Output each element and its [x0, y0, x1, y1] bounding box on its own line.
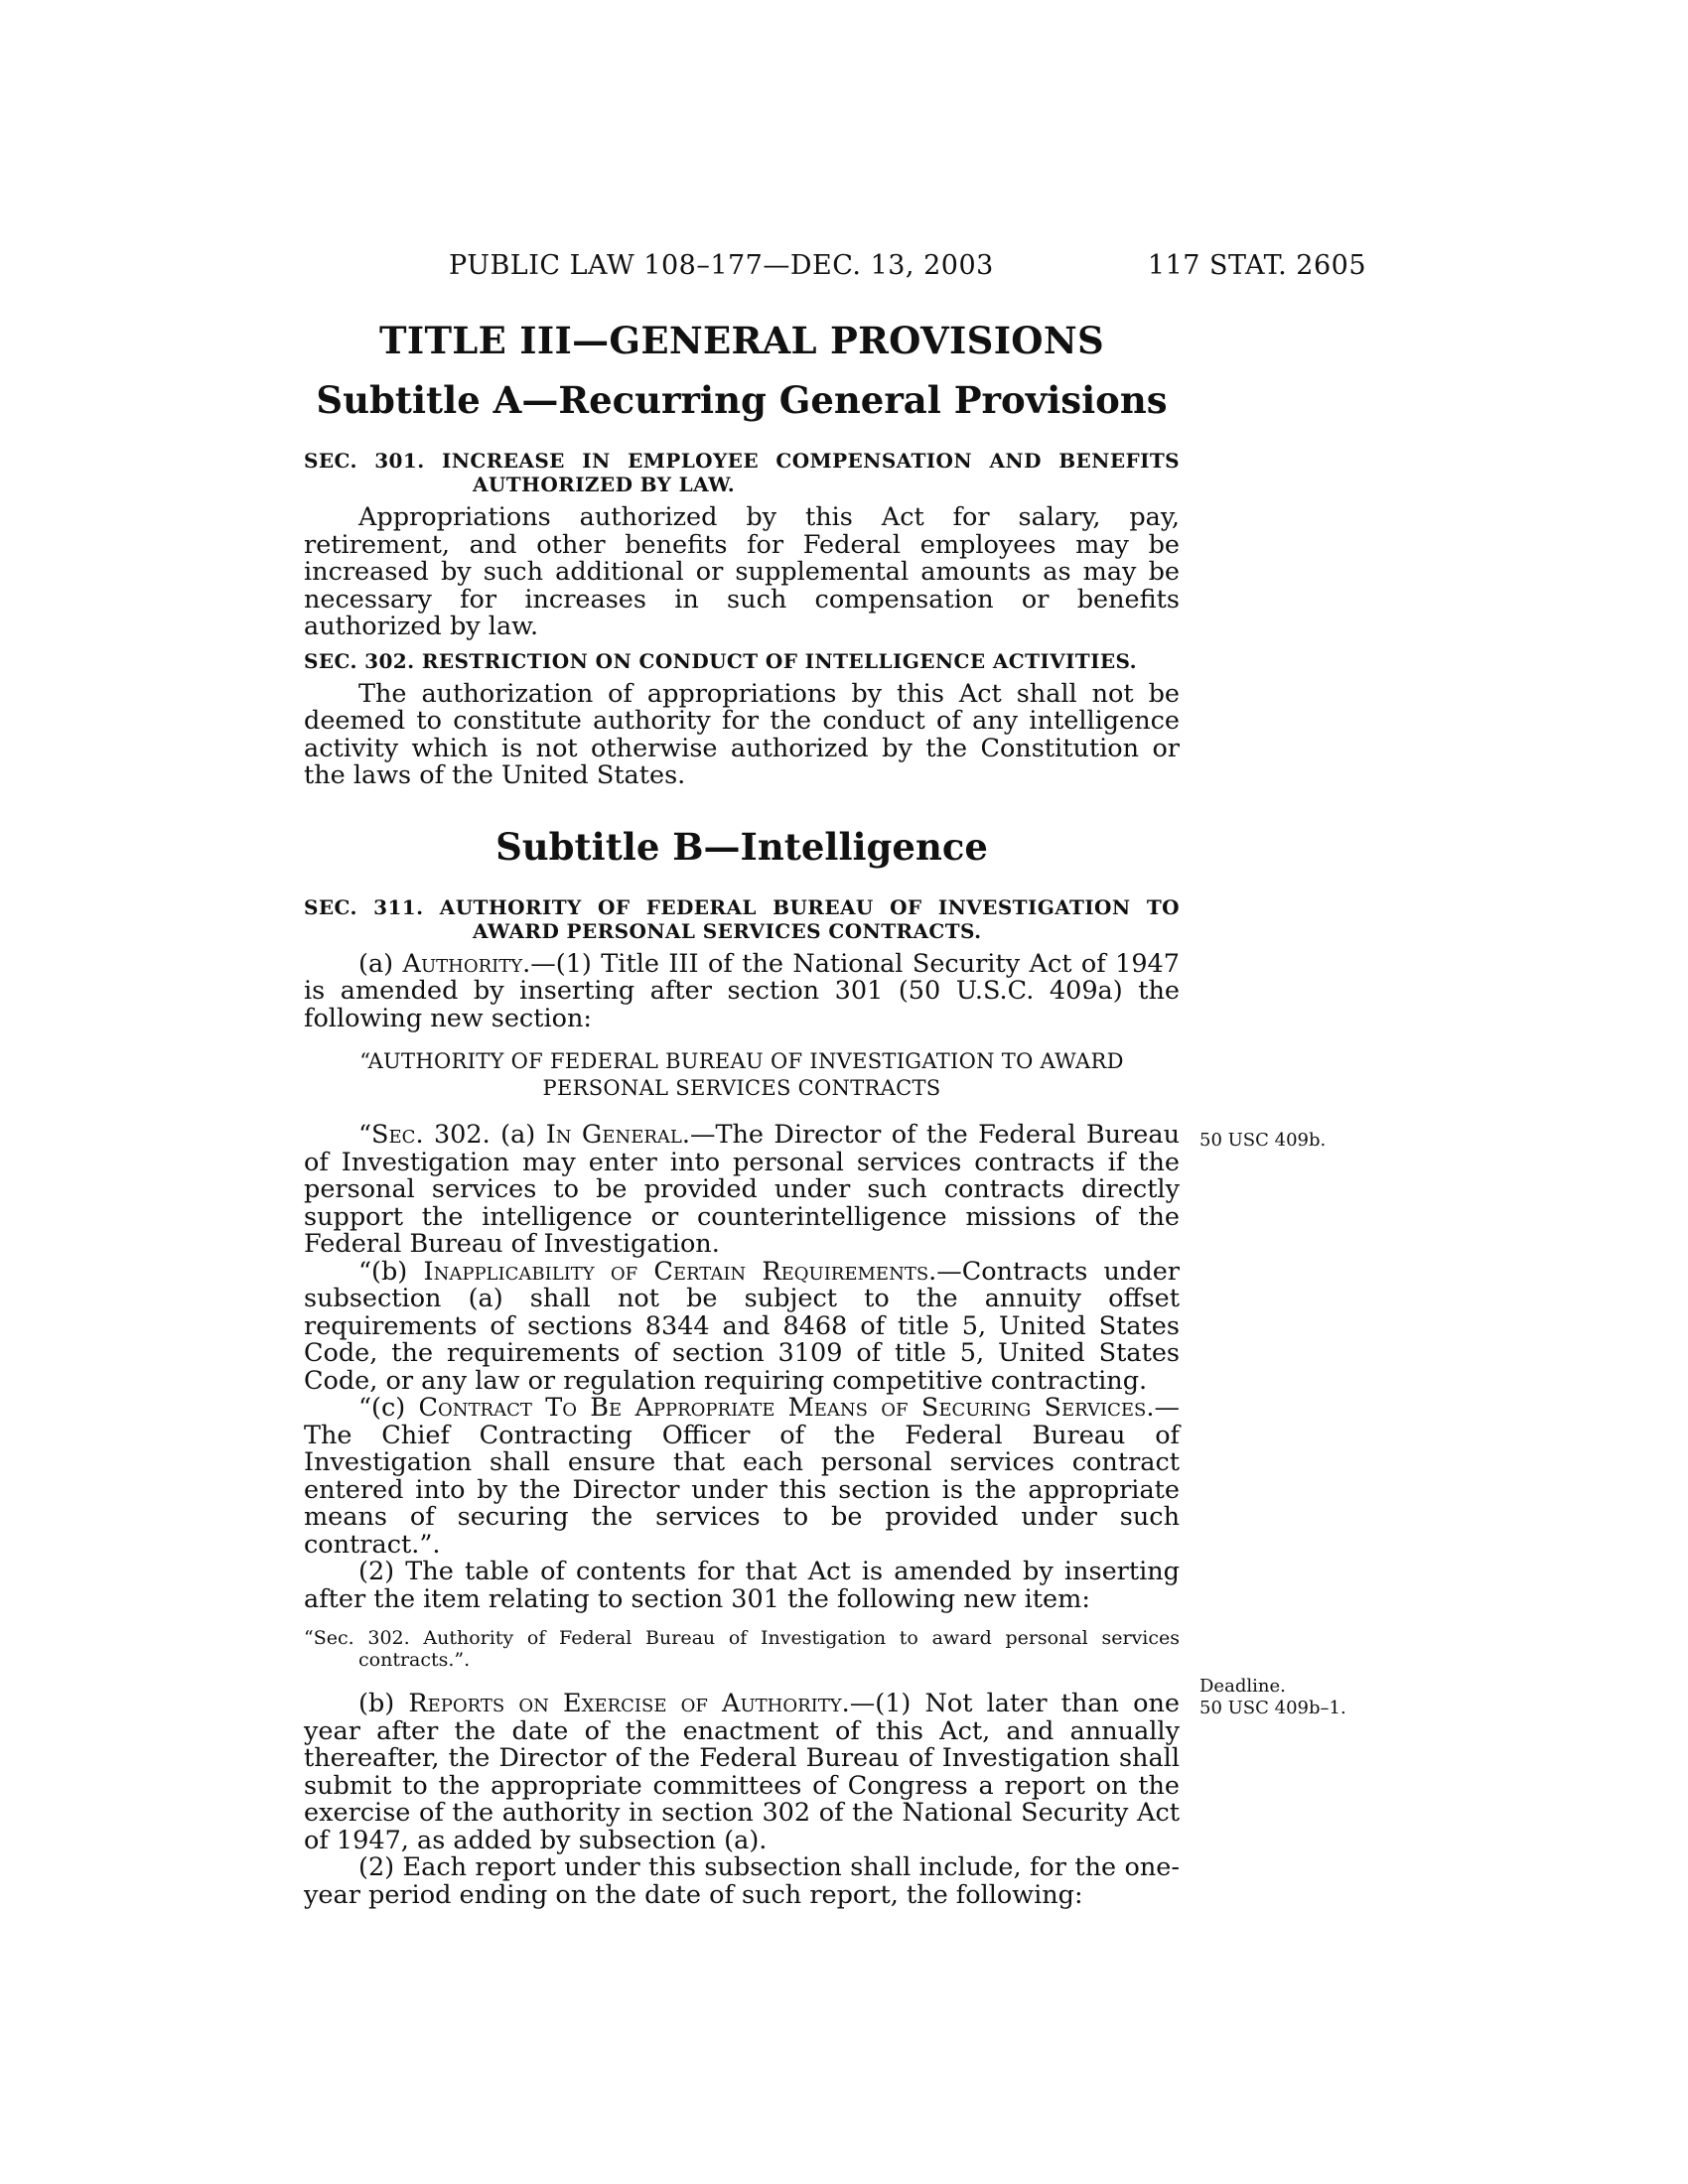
new-sec-302-b-paragraph [304, 1256, 1180, 1396]
subsection-text: .—The Chief Contracting Officer of the Federal Bureau of Investigation shall ensure that each personal services contract entered into by the Director under this section is the appropriate means of securing the services to be provided under such contract.”. [304, 1393, 1180, 1560]
subsection-caption: Contract To Be Appropriate Means of Securing Services [418, 1393, 1147, 1423]
subsection-caption: Inapplicability of Certain Requirements [423, 1256, 929, 1287]
sec-311-a2-paragraph: (2) The table of contents for that Act is amended by inserting after the item relating to section 301 the following new item: [304, 1557, 1180, 1614]
subsection-label: “(b) [358, 1256, 424, 1287]
running-head [447, 250, 1366, 290]
sec-311-heading: SEC. 311. AUTHORITY OF FEDERAL BUREAU OF INVESTIGATION TO AWARD PERSONAL SERVICES CONTRACTS. [304, 894, 1180, 943]
sec-abbrev: Sec [371, 1120, 416, 1150]
sec-301-heading: SEC. 301. INCREASE IN EMPLOYEE COMPENSATION AND BENEFITS AUTHORIZED BY LAW. [304, 449, 1180, 496]
inserted-section-heading: “AUTHORITY OF FEDERAL BUREAU OF INVESTIGATION TO AWARD PERSONAL SERVICES CONTRACTS [359, 1049, 1124, 1100]
subsection-text: .—Contracts under subsection (a) shall not be subject to the annuity offset requirements of sections 8344 and 8468 of title 5, United States Code, the requirements of section 3109 of title 5, United States Code, or any law or regulation requiring competitive contracting. [304, 1256, 1180, 1396]
page-number: 117 STAT. 2605 [1147, 250, 1366, 281]
subsection-label: . 302. (a) [415, 1120, 546, 1150]
subtitle-b-heading: Subtitle B—Intelligence [495, 824, 988, 869]
new-sec-302-c-paragraph [304, 1395, 1180, 1559]
sec-311-a-paragraph [304, 948, 1180, 1033]
subsection-label: “(c) [358, 1393, 419, 1423]
sec-311-b-paragraph [304, 1691, 1180, 1854]
quote-mark: “ [358, 1120, 372, 1150]
subsection-label: (b) [358, 1689, 409, 1718]
sec-302-text: The authorization of appropriations by this Act shall not be deemed to constitute authority for the conduct of any intelligence activity which is not otherwise authorized by the Constitution or the laws of the United States. [304, 678, 1180, 790]
margin-note-usc-409b [1199, 1130, 1326, 1152]
sec-311-b2-paragraph: (2) Each report under this subsection shall include, for the one-year period ending on the date of such report, the following: [304, 1852, 1180, 1910]
sec-301-text: Appropriations authorized by this Act for salary, pay, retirement, and other benefits for Federal employees may be increased by such additional or supplemental amounts as may be necessary for increases in such compensation or benefits authorized by law. [304, 502, 1180, 641]
subsection-text: .—The Director of the Federal Bureau of Investigation may enter into personal services contracts if the personal services to be provided under such contracts directly support the intelligence or counterintelligence missions of the Federal Bureau of Investigation. [304, 1120, 1180, 1259]
subsection-caption: Reports on Exercise of Authority [408, 1689, 842, 1718]
subsection-caption: Authority [402, 948, 523, 979]
new-sec-302-a-paragraph [304, 1122, 1180, 1259]
subtitle-a-heading: Subtitle A—Recurring General Provisions [316, 378, 1168, 422]
subsection-caption: In General [545, 1120, 682, 1150]
title-heading: TITLE III—GENERAL PROVISIONS [379, 319, 1104, 362]
toc-item: “Sec. 302. Authority of Federal Bureau of Investigation to award personal services contracts.”. [304, 1627, 1180, 1671]
margin-note-citation: 50 USC 409b–1. [1199, 1698, 1346, 1718]
sec-302-heading: SEC. 302. RESTRICTION ON CONDUCT OF INTELLIGENCE ACTIVITIES. [304, 648, 1137, 673]
subsection-text: .—(1) Not later than one year after the date of the enactment of this Act, and annually thereafter, the Director of the Federal Bureau of Investigation shall submit to the appropriate committees of Congress a report on the exercise of the authority in section 302 of the National Security Act of 1947, as added by subsection (a). [304, 1689, 1180, 1855]
subsection-label: (a) [358, 948, 403, 979]
margin-note-citation: 50 USC 409b. [1199, 1130, 1327, 1151]
running-head-citation: PUBLIC LAW 108–177—DEC. 13, 2003 [449, 250, 994, 281]
text-column [304, 318, 1180, 1909]
margin-note-deadline-label: Deadline. [1199, 1676, 1286, 1697]
margin-note-deadline [1199, 1676, 1346, 1719]
subsection-text: .—(1) Title III of the National Security Act of 1947 is amended by inserting after section 301 (50 U.S.C. 409a) the following new section: [304, 948, 1180, 1033]
